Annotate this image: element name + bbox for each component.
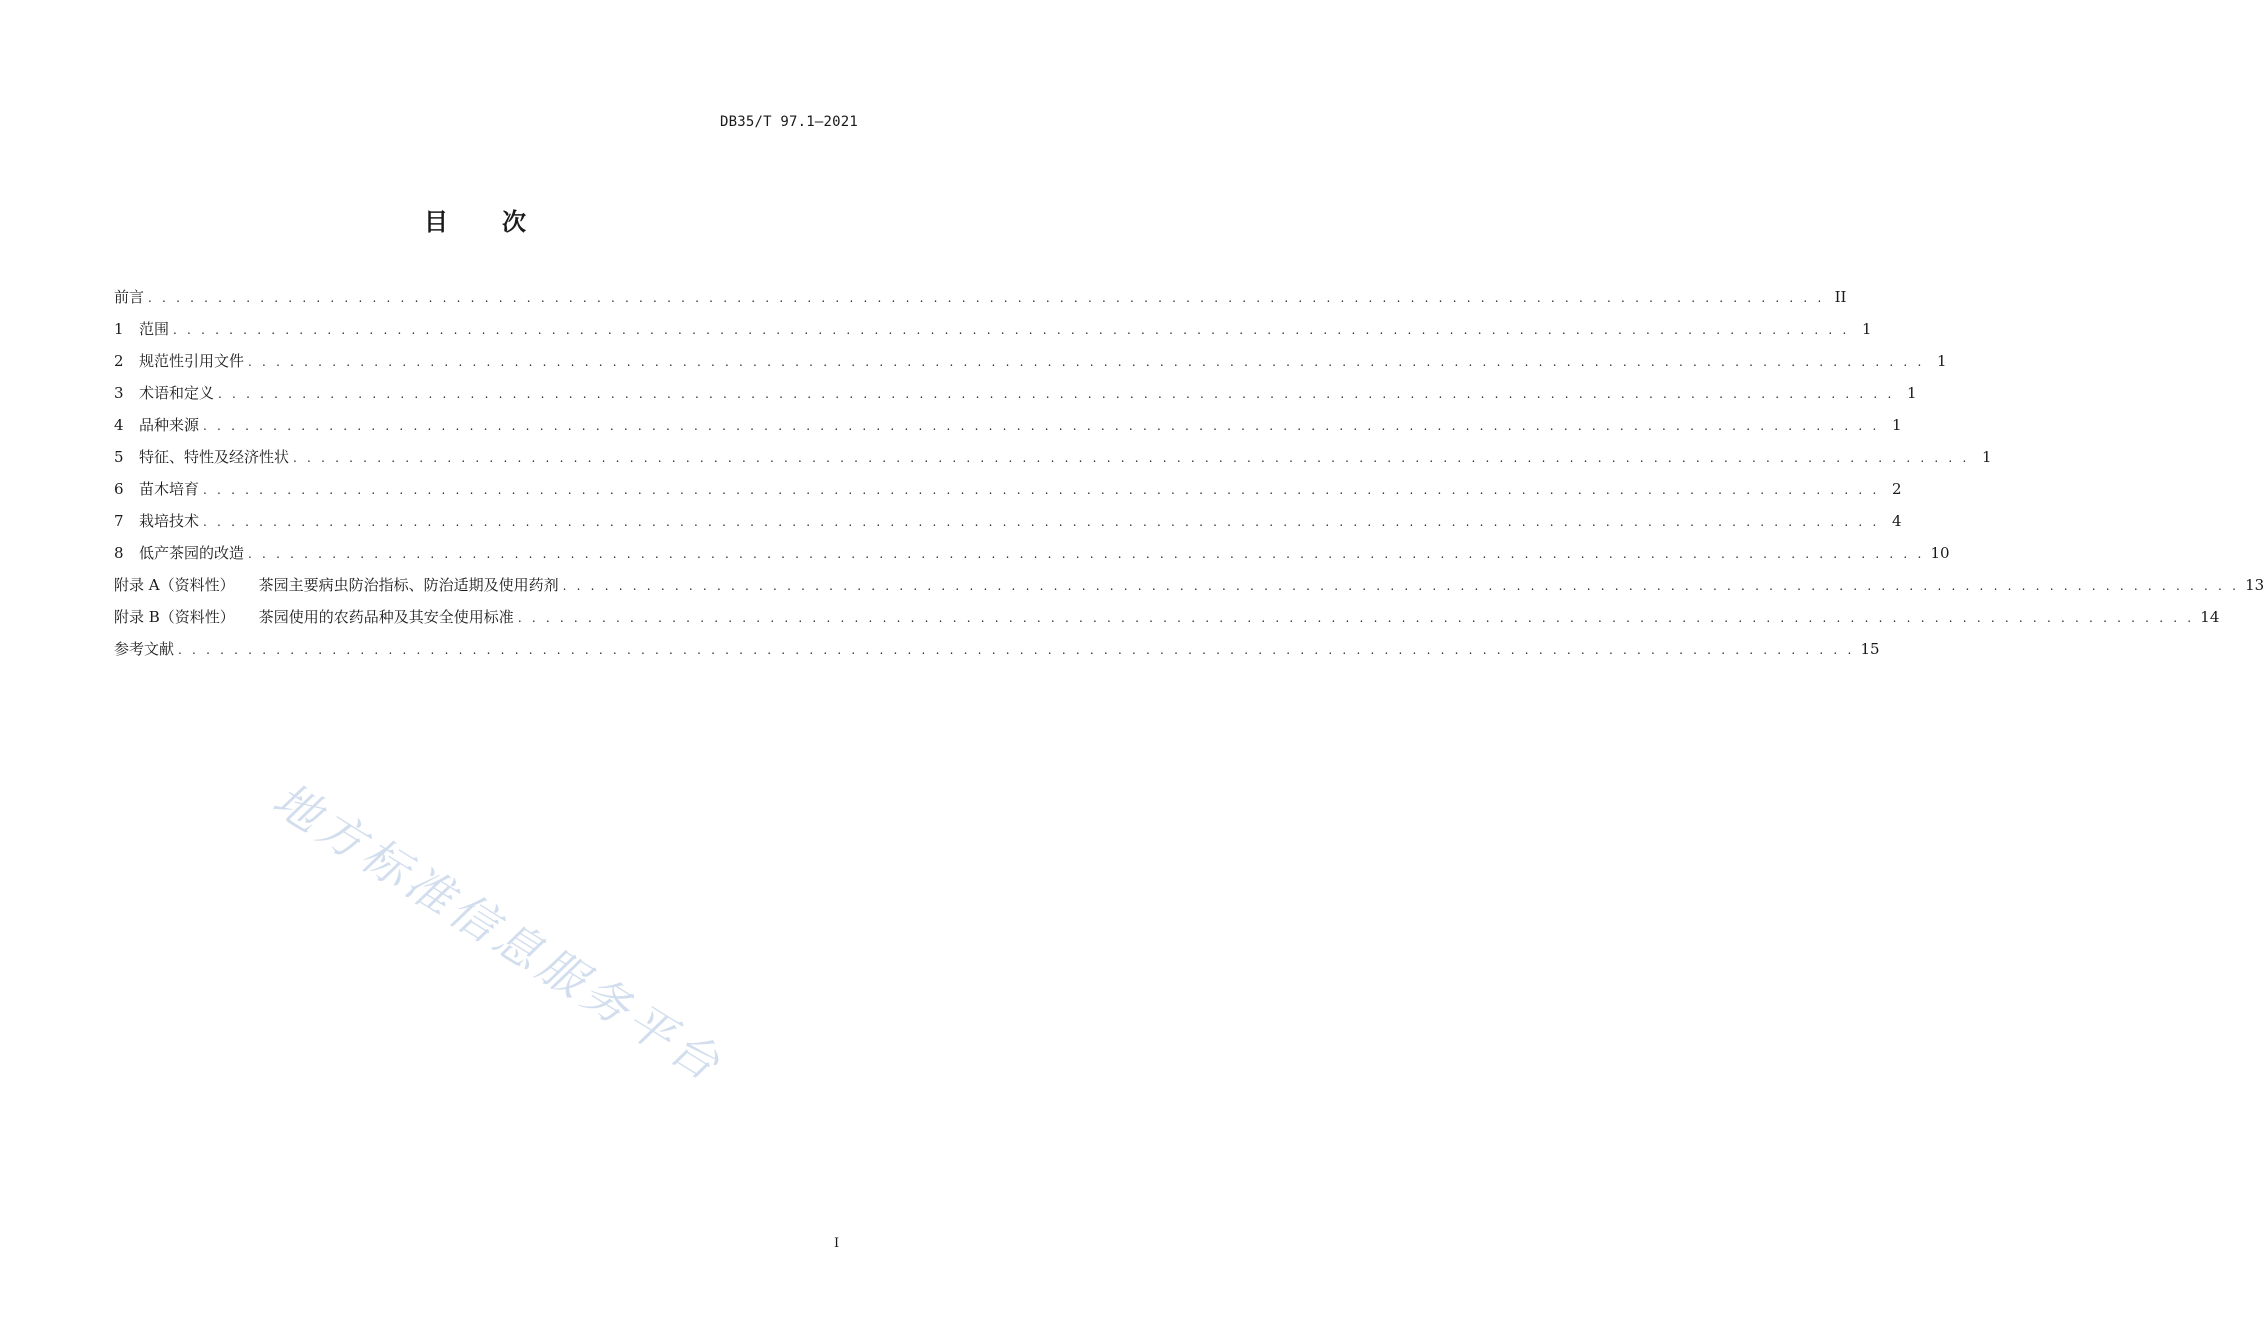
toc-leader-dots: . . . . . . . . . . . . . . . . . . . . . . . . . . . . . . . . . . . . . . . . . . . . . . . . . . . . . . . . . . . . . . . . . . . . . . . . . . . . . . . . . . . . . . . . . . . . . . . . . . . . . . . . . . . . . . . . . . . . . . . . [203, 515, 1880, 529]
toc-leader-dots: . . . . . . . . . . . . . . . . . . . . . . . . . . . . . . . . . . . . . . . . . . . . . . . . . . . . . . . . . . . . . . . . . . . . . . . . . . . . . . . . . . . . . . . . . . . . . . . . . . . . . . . . . . . . . . . . . . . . . . . . [248, 547, 1925, 561]
toc-entry-label: 参考文献 [114, 640, 175, 658]
toc-entry-label: 术语和定义 [139, 384, 215, 402]
toc-entry-number: 3 [114, 384, 124, 402]
toc-entry-label: 苗木培育 [139, 480, 200, 498]
toc-entry-page: 1 [1981, 448, 1992, 466]
toc-leader-dots: . . . . . . . . . . . . . . . . . . . . . . . . . . . . . . . . . . . . . . . . . . . . . . . . . . . . . . . . . . . . . . . . . . . . . . . . . . . . . . . . . . . . . . . . . . . . . . . . . . . . . . . . . . . . . . . . . . . . . . . . [293, 451, 1970, 465]
toc-leader-dots: . . . . . . . . . . . . . . . . . . . . . . . . . . . . . . . . . . . . . . . . . . . . . . . . . . . . . . . . . . . . . . . . . . . . . . . . . . . . . . . . . . . . . . . . . . . . . . . . . . . . . . . . . . . . . . . . . . . . . . . . [517, 611, 2195, 625]
toc-entry[interactable] [114, 318, 1872, 350]
toc-entry-page: 1 [1861, 320, 1872, 338]
toc-entry-label: 低产茶园的改造 [139, 544, 245, 562]
title-char-left: 目 [424, 208, 448, 236]
toc-entry-page: 15 [1860, 640, 1880, 658]
toc-entry-page: 2 [1891, 480, 1902, 498]
toc-entry[interactable] [114, 510, 1902, 542]
title-char-right: 次 [502, 208, 526, 236]
toc-entry[interactable] [114, 574, 2264, 606]
toc-entry-page: 1 [1891, 416, 1902, 434]
toc-entry-page: 1 [1906, 384, 1917, 402]
toc-entry-subtitle: 茶园主要病虫防治指标、防治适期及使用药剂 [258, 576, 559, 594]
page-title [0, 202, 950, 237]
toc-entry-label: 品种来源 [139, 416, 200, 434]
toc-entry-page: 10 [1930, 544, 1950, 562]
toc-entry-label: 规范性引用文件 [139, 352, 245, 370]
toc-entry-label: 栽培技术 [139, 512, 200, 530]
toc-leader-dots: . . . . . . . . . . . . . . . . . . . . . . . . . . . . . . . . . . . . . . . . . . . . . . . . . . . . . . . . . . . . . . . . . . . . . . . . . . . . . . . . . . . . . . . . . . . . . . . . . . . . . . . . . . . . . . . . . . . . . . . . [178, 643, 1855, 657]
toc-entry-label: 范围 [139, 320, 170, 338]
toc-entry-number: 7 [114, 512, 124, 530]
toc-entry-number: 8 [114, 544, 124, 562]
toc-entry-number: 1 [114, 320, 124, 338]
watermark: 地方标准信息服务平台 [263, 771, 734, 1094]
toc-entry[interactable] [114, 638, 1880, 670]
toc-entry[interactable] [114, 606, 2220, 638]
toc-entry[interactable] [114, 350, 1947, 382]
toc-entry-number: 5 [114, 448, 124, 466]
toc-entry-number: 4 [114, 416, 124, 434]
toc-entry-label: 前言 [114, 288, 145, 306]
toc-entry-label: 附录 B（资料性） [114, 608, 235, 626]
toc-entry-number: 2 [114, 352, 124, 370]
toc-entry-page: 4 [1891, 512, 1902, 530]
toc-entry-label: 特征、特性及经济性状 [139, 448, 290, 466]
toc-entry[interactable] [114, 286, 1847, 318]
toc-leader-dots: . . . . . . . . . . . . . . . . . . . . . . . . . . . . . . . . . . . . . . . . . . . . . . . . . . . . . . . . . . . . . . . . . . . . . . . . . . . . . . . . . . . . . . . . . . . . . . . . . . . . . . . . . . . . . . . . . . . . . . . . [248, 355, 1925, 369]
toc-entry[interactable] [114, 542, 1950, 574]
toc-entry-page: II [1834, 288, 1847, 306]
toc-entry[interactable] [114, 382, 1917, 414]
toc-leader-dots: . . . . . . . . . . . . . . . . . . . . . . . . . . . . . . . . . . . . . . . . . . . . . . . . . . . . . . . . . . . . . . . . . . . . . . . . . . . . . . . . . . . . . . . . . . . . . . . . . . . . . . . . . . . . . . . . . . . . . . . . [218, 387, 1895, 401]
toc-leader-dots: . . . . . . . . . . . . . . . . . . . . . . . . . . . . . . . . . . . . . . . . . . . . . . . . . . . . . . . . . . . . . . . . . . . . . . . . . . . . . . . . . . . . . . . . . . . . . . . . . . . . . . . . . . . . . . . . . . . . . . . . [562, 579, 2240, 593]
page-number: I [834, 1236, 840, 1251]
table-of-contents [114, 286, 2264, 670]
toc-entry-label: 附录 A（资料性） [114, 576, 235, 594]
toc-entry[interactable] [114, 446, 1992, 478]
toc-entry[interactable] [114, 414, 1902, 446]
toc-entry-subtitle: 茶园使用的农药品种及其安全使用标准 [258, 608, 514, 626]
toc-entry-page: 14 [2200, 608, 2220, 626]
document-code: DB35/T 97.1—2021 [719, 114, 858, 130]
toc-leader-dots: . . . . . . . . . . . . . . . . . . . . . . . . . . . . . . . . . . . . . . . . . . . . . . . . . . . . . . . . . . . . . . . . . . . . . . . . . . . . . . . . . . . . . . . . . . . . . . . . . . . . . . . . . . . . . . . . . . . . . . . . [148, 291, 1825, 305]
toc-entry-page: 1 [1936, 352, 1947, 370]
toc-entry-page: 13 [2245, 576, 2264, 594]
toc-leader-dots: . . . . . . . . . . . . . . . . . . . . . . . . . . . . . . . . . . . . . . . . . . . . . . . . . . . . . . . . . . . . . . . . . . . . . . . . . . . . . . . . . . . . . . . . . . . . . . . . . . . . . . . . . . . . . . . . . . . . . . . . [203, 419, 1880, 433]
toc-leader-dots: . . . . . . . . . . . . . . . . . . . . . . . . . . . . . . . . . . . . . . . . . . . . . . . . . . . . . . . . . . . . . . . . . . . . . . . . . . . . . . . . . . . . . . . . . . . . . . . . . . . . . . . . . . . . . . . . . . . . . . . . [203, 483, 1880, 497]
toc-entry-number: 6 [114, 480, 124, 498]
toc-entry[interactable] [114, 478, 1902, 510]
toc-leader-dots: . . . . . . . . . . . . . . . . . . . . . . . . . . . . . . . . . . . . . . . . . . . . . . . . . . . . . . . . . . . . . . . . . . . . . . . . . . . . . . . . . . . . . . . . . . . . . . . . . . . . . . . . . . . . . . . . . . . . . . . . [173, 323, 1850, 337]
